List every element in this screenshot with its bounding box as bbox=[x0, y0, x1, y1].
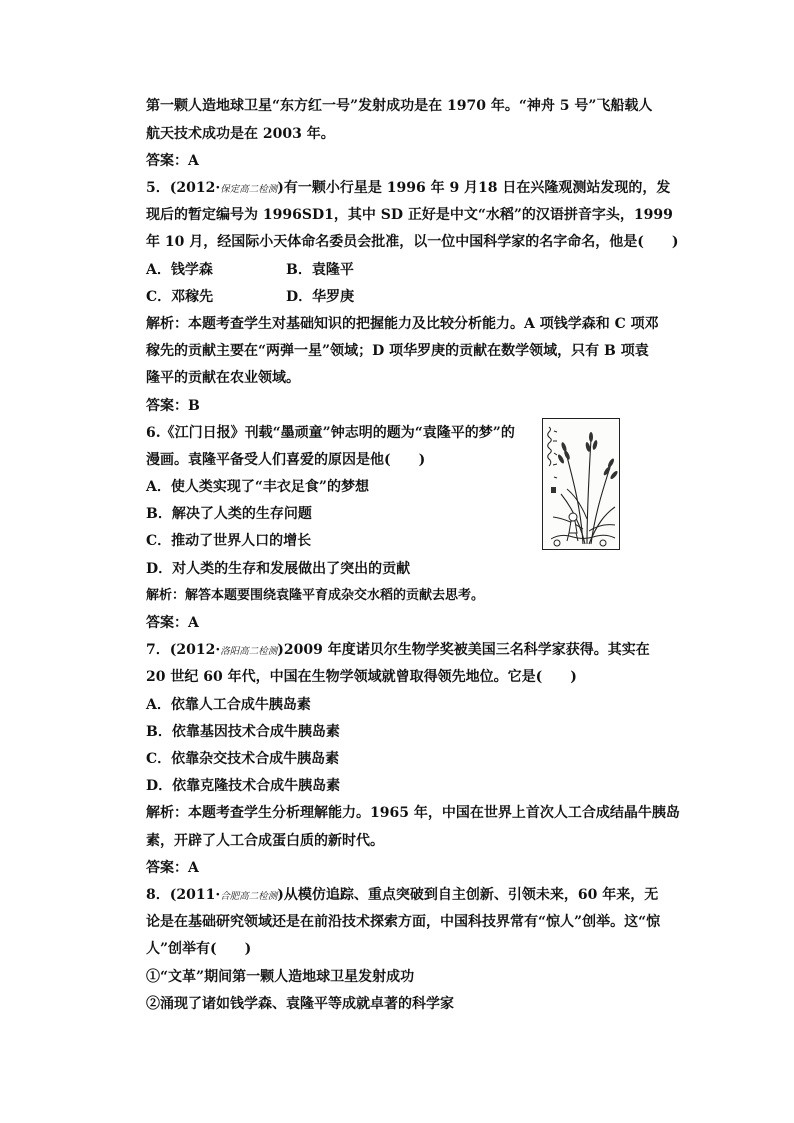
q7-option-d: D．依靠克隆技术合成牛胰岛素 bbox=[146, 778, 341, 794]
q7-answer: 答案：A bbox=[146, 860, 199, 876]
q7-stem-line-2: 20 世纪 60 年代，中国在生物学领域就曾取得领先地位。它是( ) bbox=[146, 669, 577, 685]
q5-stem-line-1 bbox=[146, 179, 670, 199]
q8-stem-text: )从模仿追踪、重点突破到自主创新、引领未来，60 年来，无 bbox=[277, 887, 659, 903]
q5-explanation-line-1: 解析：本题考查学生对基础知识的把握能力及比较分析能力。A 项钱学森和 C 项邓 bbox=[146, 316, 659, 332]
q5-stem-line-3: 年 10 月，经国际小天体命名委员会批准，以一位中国科学家的名字命名，他是( ) bbox=[146, 234, 679, 250]
q7-stem-text: )2009 年度诺贝尔生物学奖被美国三名科学家获得。其实在 bbox=[277, 642, 650, 658]
q7-number: 7．(2012· bbox=[146, 642, 221, 658]
q5-source: 保定高二检测 bbox=[220, 184, 278, 195]
q7-source: 洛阳高二检测 bbox=[220, 646, 278, 657]
intro-answer: 答案：A bbox=[146, 153, 199, 169]
q6-stem-line-2: 漫画。袁隆平备受人们喜爱的原因是他( ) bbox=[146, 452, 426, 468]
q7-stem-line-1 bbox=[146, 641, 650, 661]
q8-item-2: ②涌现了诸如钱学森、袁隆平等成就卓著的科学家 bbox=[146, 996, 454, 1012]
q8-source: 合肥高二检测 bbox=[220, 891, 278, 902]
q8-number: 8．(2011· bbox=[146, 887, 221, 903]
q5-option-d: D．华罗庚 bbox=[286, 289, 355, 305]
q5-stem-text: )有一颗小行星是 1996 年 9 月18 日在兴隆观测站发现的，发 bbox=[277, 180, 671, 196]
q5-explanation-line-3: 隆平的贡献在农业领域。 bbox=[146, 370, 300, 386]
q6-option-b: B．解决了人类的生存问题 bbox=[146, 506, 312, 522]
q6-explanation: 解析：解答本题要围绕袁隆平育成杂交水稻的贡献去思考。 bbox=[146, 588, 485, 603]
q6-stem-line-1: 6.《江门日报》刊载“墨顽童”钟志明的题为“袁隆平的梦”的 bbox=[146, 425, 515, 441]
q5-explanation-line-2: 稼先的贡献主要在“两弹一星”领域；D 项华罗庚的贡献在数学领域，只有 B 项袁 bbox=[146, 343, 649, 359]
q5-option-b: B．袁隆平 bbox=[286, 262, 354, 278]
q5-stem-line-2: 现后的暂定编号为 1996SD1，其中 SD 正好是中文“水稻”的汉语拼音字头，1999 bbox=[146, 207, 673, 223]
q7-option-b: B．依靠基因技术合成牛胰岛素 bbox=[146, 724, 340, 740]
intro-line-2: 航天技术成功是在 2003 年。 bbox=[146, 126, 335, 142]
q6-option-d: D．对人类的生存和发展做出了突出的贡献 bbox=[146, 561, 411, 577]
q8-stem-line-3: 人”创举有( ) bbox=[146, 941, 252, 957]
q6-option-a: A．使人类实现了“丰衣足食”的梦想 bbox=[146, 479, 369, 495]
q7-explanation-line-2: 素，开辟了人工合成蛋白质的新时代。 bbox=[146, 833, 384, 849]
rice-cartoon-illustration bbox=[543, 419, 619, 549]
q7-option-a: A．依靠人工合成牛胰岛素 bbox=[146, 697, 311, 713]
q7-explanation-line-1: 解析：本题考查学生分析理解能力。1965 年，中国在世界上首次人工合成结晶牛胰岛 bbox=[146, 805, 680, 821]
cartoon-yuan-longping-dream bbox=[542, 418, 620, 550]
q5-number: 5．(2012· bbox=[146, 180, 221, 196]
intro-line-1: 第一颗人造地球卫星“东方红一号”发射成功是在 1970 年。“神舟 5 号”飞船载人 bbox=[146, 98, 653, 114]
q5-answer: 答案：B bbox=[146, 398, 200, 414]
q8-stem-line-1 bbox=[146, 886, 658, 906]
q5-option-a: A．钱学森 bbox=[146, 262, 213, 278]
q6-option-c: C．推动了世界人口的增长 bbox=[146, 533, 312, 549]
q8-item-1: ①“文革”期间第一颗人造地球卫星发射成功 bbox=[146, 969, 415, 985]
q7-option-c: C．依靠杂交技术合成牛胰岛素 bbox=[146, 751, 340, 767]
q5-option-c: C．邓稼先 bbox=[146, 289, 214, 305]
q8-stem-line-2: 论是在基础研究领域还是在前沿技术探索方面，中国科技界常有“惊人”创举。这“惊 bbox=[146, 914, 661, 930]
q6-answer: 答案：A bbox=[146, 615, 199, 631]
